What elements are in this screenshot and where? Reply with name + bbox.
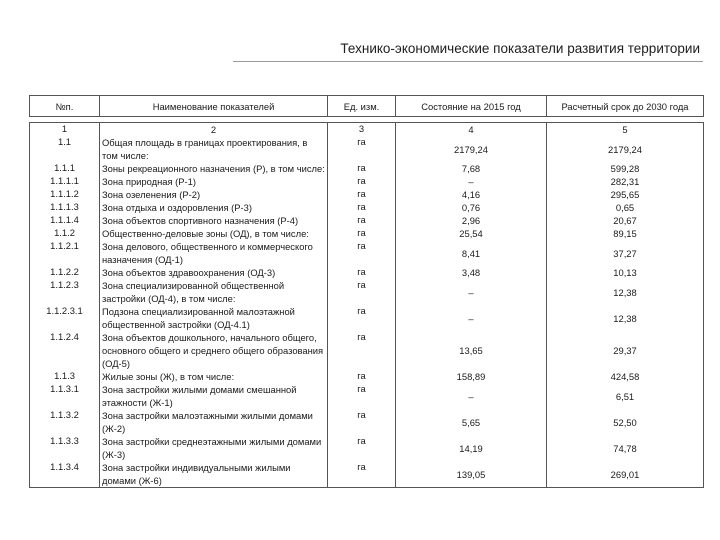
table-row <box>30 175 704 188</box>
row-indicator-name: Подзона специализированной малоэтажной общественной застройки (ОД-4.1) <box>100 305 328 331</box>
header-current: Состояние на 2015 год <box>396 96 547 117</box>
row-unit: га <box>328 461 396 488</box>
table-row <box>30 162 704 175</box>
row-value-2030: 12,38 <box>547 279 704 305</box>
row-indicator-name: Зона застройки индивидуальными жилыми домами (Ж-6) <box>100 461 328 488</box>
row-unit: га <box>328 188 396 201</box>
row-indicator-name: Зона объектов спортивного назначения (Р-4) <box>100 214 328 227</box>
row-value-2030: 29,37 <box>547 331 704 370</box>
table-row <box>30 240 704 266</box>
row-number: 1.1.3.2 <box>30 409 100 435</box>
row-number: 1.1.1.4 <box>30 214 100 227</box>
row-value-2030: 599,28 <box>547 162 704 175</box>
row-number: 1.1.3.3 <box>30 435 100 461</box>
row-value-2015: 139,05 <box>396 461 547 488</box>
row-value-2015: 2179,24 <box>396 136 547 162</box>
row-number: 1.1.1.1 <box>30 175 100 188</box>
row-indicator-name: Зона озеленения (Р-2) <box>100 188 328 201</box>
row-unit: га <box>328 305 396 331</box>
row-number: 1.1.3.1 <box>30 383 100 409</box>
col-number-3: 3 <box>328 123 396 137</box>
row-unit: га <box>328 370 396 383</box>
row-unit: га <box>328 214 396 227</box>
row-unit: га <box>328 331 396 370</box>
row-value-2015: 25,54 <box>396 227 547 240</box>
table-row <box>30 370 704 383</box>
table-row <box>30 279 704 305</box>
row-unit: га <box>328 409 396 435</box>
row-value-2030: 424,58 <box>547 370 704 383</box>
row-indicator-name: Зона застройки среднеэтажными жилыми домами (Ж-3) <box>100 435 328 461</box>
row-value-2015: – <box>396 305 547 331</box>
row-value-2030: 282,31 <box>547 175 704 188</box>
row-number: 1.1.1.2 <box>30 188 100 201</box>
row-value-2030: 74,78 <box>547 435 704 461</box>
row-value-2030: 2179,24 <box>547 136 704 162</box>
row-indicator-name: Зона объектов дошкольного, начального общего, основного общего и среднего общего образования (ОД-5) <box>100 331 328 370</box>
row-value-2030: 37,27 <box>547 240 704 266</box>
table-header-row <box>30 96 704 117</box>
row-indicator-name: Зоны рекреационного назначения (Р), в том числе: <box>100 162 328 175</box>
header-unit: Ед. изм. <box>328 96 396 117</box>
row-value-2015: 8,41 <box>396 240 547 266</box>
row-number: 1.1 <box>30 136 100 162</box>
row-value-2015: 13,65 <box>396 331 547 370</box>
row-unit: га <box>328 240 396 266</box>
page-title: Технико-экономические показатели развития территории <box>340 41 700 56</box>
row-number: 1.1.2.1 <box>30 240 100 266</box>
row-indicator-name: Общественно-деловые зоны (ОД), в том числе: <box>100 227 328 240</box>
row-value-2030: 295,65 <box>547 188 704 201</box>
row-value-2015: 7,68 <box>396 162 547 175</box>
row-value-2030: 6,51 <box>547 383 704 409</box>
table-row <box>30 201 704 214</box>
header-num: №п. <box>30 96 100 117</box>
row-value-2015: 2,96 <box>396 214 547 227</box>
row-value-2030: 20,67 <box>547 214 704 227</box>
row-indicator-name: Зона застройки малоэтажными жилыми домами (Ж-2) <box>100 409 328 435</box>
table-row <box>30 266 704 279</box>
column-number-row <box>30 123 704 137</box>
row-number: 1.1.2.3 <box>30 279 100 305</box>
row-unit: га <box>328 201 396 214</box>
table-row <box>30 136 704 162</box>
row-indicator-name: Общая площадь в границах проектирования, в том числе: <box>100 136 328 162</box>
row-value-2015: – <box>396 279 547 305</box>
col-number-5: 5 <box>547 123 704 137</box>
row-unit: га <box>328 227 396 240</box>
table-row <box>30 305 704 331</box>
title-underline <box>233 61 703 62</box>
col-number-1: 1 <box>30 123 100 137</box>
table-row <box>30 188 704 201</box>
row-value-2015: 0,76 <box>396 201 547 214</box>
row-indicator-name: Зона застройки жилыми домами смешанной этажности (Ж-1) <box>100 383 328 409</box>
row-value-2015: 14,19 <box>396 435 547 461</box>
row-indicator-name: Зона природная (Р-1) <box>100 175 328 188</box>
row-value-2030: 269,01 <box>547 461 704 488</box>
row-number: 1.1.2.2 <box>30 266 100 279</box>
row-indicator-name: Зона объектов здравоохранения (ОД-3) <box>100 266 328 279</box>
row-value-2030: 89,15 <box>547 227 704 240</box>
row-indicator-name: Зона делового, общественного и коммерческого назначения (ОД-1) <box>100 240 328 266</box>
table-row <box>30 383 704 409</box>
row-unit: га <box>328 279 396 305</box>
row-unit: га <box>328 175 396 188</box>
row-indicator-name: Зона специализированной общественной застройки (ОД-4), в том числе: <box>100 279 328 305</box>
row-number: 1.1.2 <box>30 227 100 240</box>
row-number: 1.1.3.4 <box>30 461 100 488</box>
row-number: 1.1.1 <box>30 162 100 175</box>
row-value-2015: – <box>396 383 547 409</box>
table-row <box>30 331 704 370</box>
row-unit: га <box>328 435 396 461</box>
row-indicator-name: Зона отдыха и оздоровления (Р-3) <box>100 201 328 214</box>
indicators-table <box>29 95 704 488</box>
row-number: 1.1.1.3 <box>30 201 100 214</box>
row-value-2015: – <box>396 175 547 188</box>
row-unit: га <box>328 162 396 175</box>
table-row <box>30 214 704 227</box>
row-indicator-name: Жилые зоны (Ж), в том числе: <box>100 370 328 383</box>
row-value-2015: 5,65 <box>396 409 547 435</box>
row-value-2030: 10,13 <box>547 266 704 279</box>
table-row <box>30 435 704 461</box>
table-row <box>30 461 704 488</box>
table-row <box>30 227 704 240</box>
col-number-2: 2 <box>100 123 328 137</box>
header-target: Расчетный срок до 2030 года <box>547 96 704 117</box>
row-unit: га <box>328 266 396 279</box>
row-unit: га <box>328 383 396 409</box>
row-value-2015: 4,16 <box>396 188 547 201</box>
row-value-2030: 12,38 <box>547 305 704 331</box>
table-row <box>30 409 704 435</box>
row-number: 1.1.2.4 <box>30 331 100 370</box>
row-value-2015: 158,89 <box>396 370 547 383</box>
row-value-2030: 0,65 <box>547 201 704 214</box>
header-name: Наименование показателей <box>100 96 328 117</box>
row-value-2030: 52,50 <box>547 409 704 435</box>
table-body <box>30 123 704 488</box>
row-number: 1.1.3 <box>30 370 100 383</box>
row-number: 1.1.2.3.1 <box>30 305 100 331</box>
col-number-4: 4 <box>396 123 547 137</box>
row-value-2015: 3,48 <box>396 266 547 279</box>
row-unit: га <box>328 136 396 162</box>
